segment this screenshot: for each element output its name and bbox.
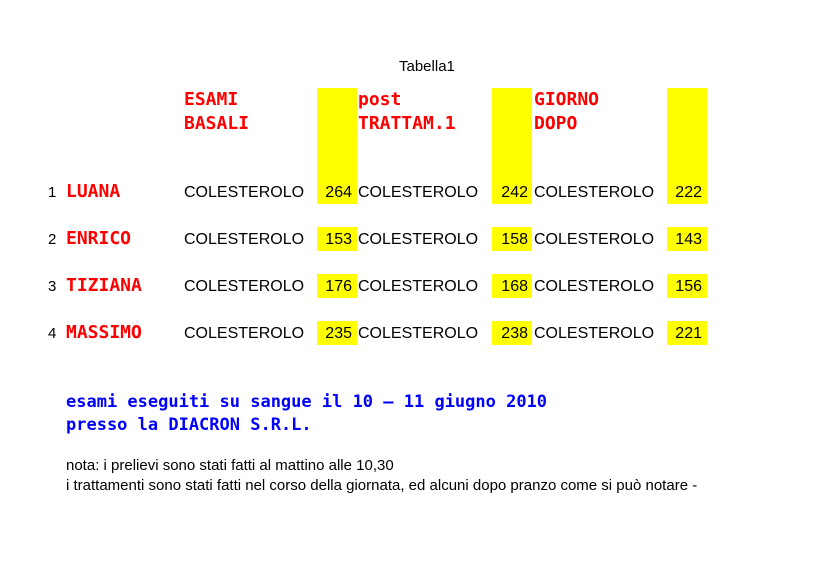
highlight-col-3-header [667,88,707,144]
person-name: ENRICO [66,228,132,249]
value-basali: 176 [325,278,352,295]
header-giorno-dopo: GIORNO DOPO [534,89,600,134]
value-basali: 235 [325,325,352,342]
row-number: 4 [48,325,57,342]
row-number: 1 [48,184,57,201]
exam-name: COLESTEROLO [358,184,479,201]
row-number: 2 [48,231,57,248]
footer-exam-date: esami eseguiti su sangue il 10 – 11 giugno 2010 [66,392,548,412]
person-name: MASSIMO [66,322,142,343]
exam-name: COLESTEROLO [358,325,479,342]
value-basali: 153 [325,231,352,248]
footer-note-2: i trattamenti sono stati fatti nel corso della giornata, ed alcuni dopo pranzo come si può notare - [66,477,698,494]
value-post: 158 [501,231,528,248]
highlight-col-2-header [492,88,532,144]
exam-name: COLESTEROLO [534,231,655,248]
exam-name: COLESTEROLO [184,278,305,295]
person-name: TIZIANA [66,275,142,296]
exam-name: COLESTEROLO [534,184,655,201]
exam-name: COLESTEROLO [184,231,305,248]
footer-note-1: nota: i prelievi sono stati fatti al mattino alle 10,30 [66,457,394,474]
value-giorno-dopo: 156 [675,278,702,295]
exam-name: COLESTEROLO [534,278,655,295]
highlight-col-1-header [317,88,357,144]
person-name: LUANA [66,181,121,202]
exam-name: COLESTEROLO [184,184,305,201]
header-esami-basali: ESAMI BASALI [184,89,250,134]
exam-name: COLESTEROLO [534,325,655,342]
value-post: 168 [501,278,528,295]
footer-lab-name: presso la DIACRON S.R.L. [66,415,312,435]
exam-name: COLESTEROLO [358,231,479,248]
value-post: 242 [501,184,528,201]
header-post-trattamento: post TRATTAM.1 [358,89,456,134]
value-giorno-dopo: 221 [675,325,702,342]
value-post: 238 [501,325,528,342]
value-giorno-dopo: 143 [675,231,702,248]
sheet-title: Tabella1 [399,58,455,75]
row-number: 3 [48,278,57,295]
exam-name: COLESTEROLO [358,278,479,295]
exam-name: COLESTEROLO [184,325,305,342]
value-giorno-dopo: 222 [675,184,702,201]
value-basali: 264 [325,184,352,201]
